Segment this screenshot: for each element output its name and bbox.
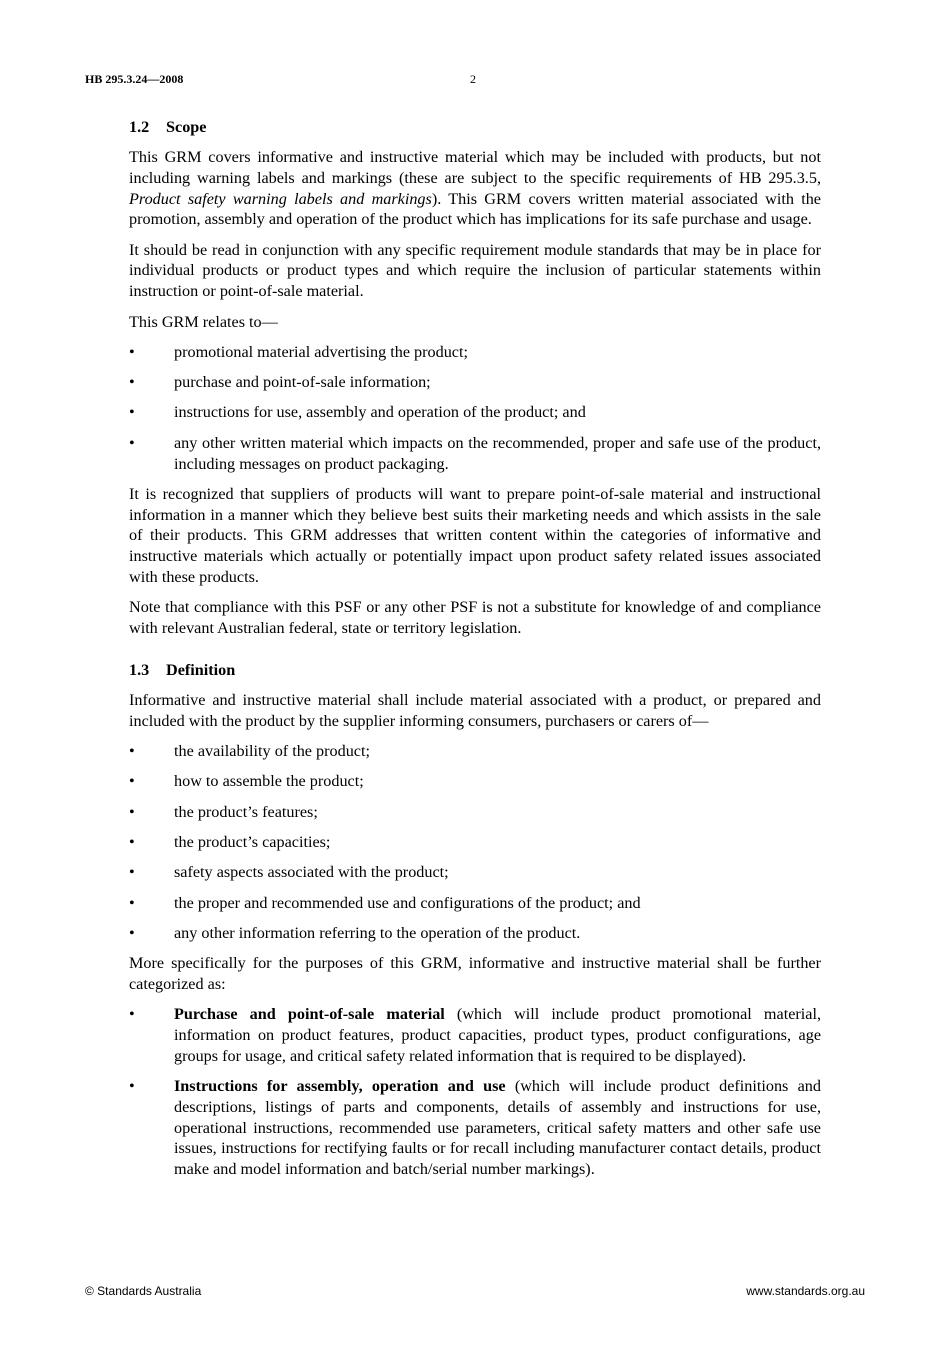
list-item-text: any other written material which impacts on the recommended, proper and safe use of the product, including messages on product packaging. [174,433,821,473]
list-item [129,771,821,792]
bullet-icon: • [129,433,135,452]
bullet-icon: • [129,742,135,761]
scope-paragraph-1 [129,147,821,230]
footer-copyright: © Standards Australia [85,1284,202,1298]
document-id: HB 295.3.24—2008 [85,72,184,86]
bullet-icon: • [129,373,135,392]
bullet-icon: • [129,802,135,821]
list-item-text: promotional material advertising the product; [174,342,468,361]
bullet-icon: • [129,863,135,882]
page-body [129,116,821,1190]
section-title: Scope [166,118,207,136]
definition-paragraph-1: Informative and instructive material shall include material associated with a product, or prepared and included with the product by the supplier informing consumers, purchasers or carers of— [129,690,821,730]
bullet-icon: • [129,1077,135,1096]
section-number: 1.3 [129,660,150,679]
list-item-text: the availability of the product; [174,742,370,761]
list-item-text: the proper and recommended use and configurations of the product; and [174,893,641,912]
section-heading-scope [129,116,821,138]
list-item [129,741,821,762]
list-item [129,402,821,423]
definition-paragraph-2: More specifically for the purposes of this GRM, informative and instructive material shall be further categorized as: [129,954,821,993]
list-item [129,832,821,853]
list-item-text: safety aspects associated with the product; [174,863,449,882]
list-item-text: any other information referring to the operation of the product. [174,923,581,942]
section-heading-definition [129,659,821,681]
bullet-icon: • [129,772,135,791]
category-term: Instructions for assembly, operation and use [174,1077,506,1096]
scope-paragraph-1-text-end: ). This GRM covers written material associated with the promotion, assembly and operation of the product which has implications for its safe purchase and usage. [129,189,821,229]
category-description: (which will include product definitions and descriptions, listings of parts and components, details of assembly and instructions for use, operational instructions, recommended use parameters, critical safety matters and other safe use issues, instructions for rectifying faults or for recall including manufacturer contact details, product make and model information and batch/serial number markings). [174,1077,821,1179]
list-item-text: how to assemble the product; [174,772,364,791]
list-item [129,433,821,475]
list-item [129,372,821,393]
category-bullet-list [129,1004,821,1180]
list-item [129,1004,821,1066]
footer-website: www.standards.org.au [746,1284,865,1298]
list-item [129,342,821,363]
bullet-icon: • [129,893,135,912]
bullet-icon: • [129,832,135,851]
list-item-text: the product’s features; [174,802,318,821]
scope-bullet-list [129,342,821,474]
bullet-icon: • [129,403,135,422]
scope-paragraph-3: This GRM relates to— [129,312,278,331]
list-item [129,862,821,883]
list-item [129,802,821,823]
section-number: 1.2 [129,118,150,136]
referenced-standard-title: Product safety warning labels and markings [129,189,432,208]
list-item [129,1076,821,1180]
page-number: 2 [470,72,476,86]
list-item-text: instructions for use, assembly and operation of the product; and [174,403,586,422]
list-item-text: the product’s capacities; [174,832,331,851]
scope-paragraph-4: It is recognized that suppliers of products will want to prepare point-of-sale material and instructional information in a manner which they believe best suits their marketing needs and which assists in the sale of their products. This GRM addresses that written content within the categories of informative and instructive materials which actually or potentially impact upon product safety related issues associated with these products. [129,484,821,587]
list-item [129,923,821,944]
list-item [129,893,821,914]
scope-paragraph-5: Note that compliance with this PSF or any other PSF is not a substitute for knowledge of and compliance with relevant Australian federal, state or territory legislation. [129,598,821,638]
category-term: Purchase and point-of-sale material [174,1005,445,1024]
category-description: (which will include product promotional material, information on product features, product capacities, product types, product configurations, age groups for usage, and critical safety related information that is required to be displayed). [174,1005,821,1065]
scope-paragraph-1-text: This GRM covers informative and instructive material which may be included with products, but not including warning labels and markings (these are subject to the specific requirements of HB 295.3.5, [129,148,821,187]
section-title: Definition [166,660,236,679]
bullet-icon: • [129,342,135,361]
bullet-icon: • [129,1005,135,1024]
scope-paragraph-2: It should be read in conjunction with any specific requirement module standards that may be in place for individual products or product types and which require the inclusion of particular statements within instruction or point-of-sale material. [129,240,821,301]
list-item-text: purchase and point-of-sale information; [174,373,431,392]
definition-bullet-list [129,741,821,944]
bullet-icon: • [129,923,135,942]
